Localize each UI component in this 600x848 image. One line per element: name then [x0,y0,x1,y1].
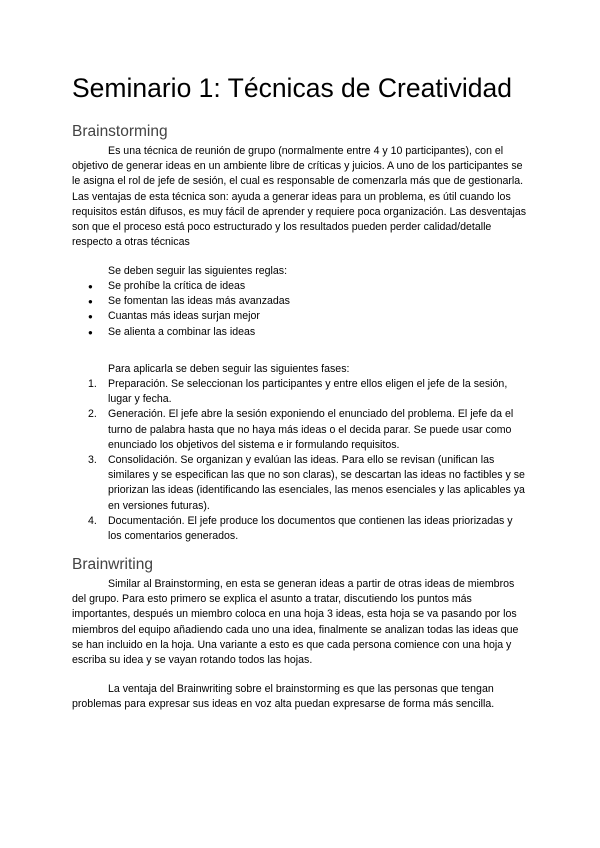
brainstorming-intro-text: Es una técnica de reunión de grupo (normalmente entre 4 y 10 participantes), con el objetivo de generar ideas en un ambiente libre de críticas y juicios. A uno de los participantes se le asigna el rol de jefe de sesión, el cual es responsable de comenzarla más que de gestionarla. Las ventajas de esta técnica son: ayuda a generar ideas para un problema, es útil cuando los requisitos están difusos, es muy fácil de aprender y requiere poca organización. Las desventajas son que el proceso está poco estructurado y los resultados pueden perder calidad/detalle respecto a otras técnicas [72,145,527,249]
phase-text: Consolidación. Se organizan y evalúan las ideas. Para ello se revisan (unifican las similares y se especifican las que no son claras), se descartan las ideas no factibles y se priorizan las ideas (identificando las esenciales, las menos esenciales y las aplicables ya en versiones futuras). [108,454,525,512]
bullet-icon: ● [88,327,93,337]
list-item [72,377,528,407]
bullet-icon: ● [88,282,93,291]
list-item [72,325,528,340]
list-number: 4. [88,514,97,527]
phases-intro: Para aplicarla se deben seguir las siguientes fases: [108,363,350,375]
list-item [72,453,528,514]
list-item [72,294,528,309]
section-heading-brainwriting: Brainwriting [72,556,153,573]
list-number: 1. [88,378,97,390]
section-heading-brainstorming: Brainstorming [72,123,168,140]
brainwriting-text-2: La ventaja del Brainwriting sobre el brainstorming es que las personas que tengan problemas para expresar sus ideas en voz alta puedan expresarse de forma más sencilla. [72,683,495,711]
list-item [72,309,528,324]
phase-text: Preparación. Se seleccionan los participantes y entre ellos eligen el jefe de la sesión, lugar y fecha. [108,378,508,406]
list-item [72,279,528,294]
list-item [72,514,528,544]
page-title: Seminario 1: Técnicas de Creatividad [72,73,512,103]
brainwriting-paragraph-1 [72,577,530,668]
rule-text: Se fomentan las ideas más avanzadas [108,295,290,308]
rules-list [72,279,528,340]
brainstorming-intro-paragraph [72,144,530,250]
bullet-icon: ● [88,297,93,307]
rules-intro: Se deben seguir las siguientes reglas: [108,265,288,277]
rule-text: Cuantas más ideas surjan mejor [108,310,260,323]
phases-list [72,377,528,544]
brainwriting-paragraph-2 [72,682,530,712]
phase-text: Generación. El jefe abre la sesión exponiendo el enunciado del problema. El jefe da el turno de palabra hasta que no haya más ideas o el decida parar. Se puede usar como enunciado los objetivos del sistema e ir formulando requisitos. [108,408,514,451]
rule-text: Se prohíbe la crítica de ideas [108,280,246,292]
list-item [72,407,528,453]
brainwriting-text-1: Similar al Brainstorming, en esta se generan ideas a partir de otras ideas de miembros del grupo. Para esto primero se explica el asunto a tratar, discutiendo los puntos más importantes, después un miembro coloca en una hoja 3 ideas, esta hoja se va pasando por los miembros del equipo añadiendo cada uno una idea, finalmente se analizan todas las ideas que se han incluido en la hoja. Una variante a esto es que cada persona comience con una hoja y escriba su idea y se vayan rotando todos las hojas. [72,578,519,667]
list-number: 2. [88,408,97,421]
bullet-icon: ● [88,312,93,322]
phase-text: Documentación. El jefe produce los documentos que contienen las ideas priorizadas y los comentarios generados. [108,514,513,543]
rule-text: Se alienta a combinar las ideas [108,325,256,338]
list-number: 3. [88,454,97,467]
